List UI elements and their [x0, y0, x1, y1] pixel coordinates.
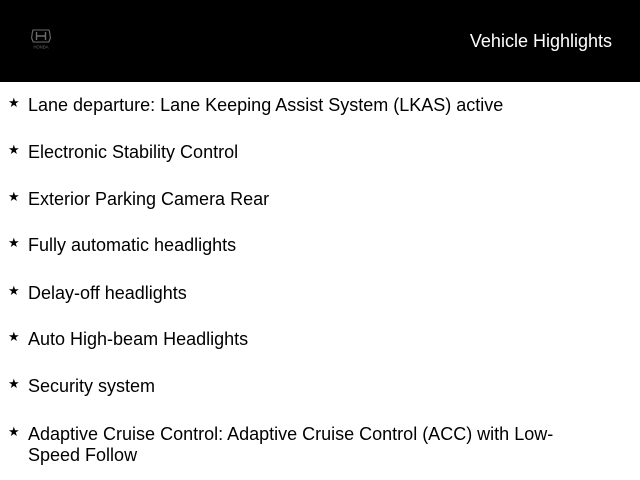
- list-item: [8, 189, 588, 210]
- star-icon: ★: [8, 330, 20, 345]
- star-icon: ★: [8, 425, 20, 440]
- honda-logo-text: HONDA: [33, 44, 49, 50]
- page-title: Vehicle Highlights: [469, 31, 612, 51]
- list-item: [8, 376, 588, 397]
- highlight-label: Delay-off headlights: [28, 283, 187, 303]
- honda-logo-icon: [26, 28, 56, 50]
- highlight-label: Electronic Stability Control: [28, 142, 239, 162]
- highlight-label: Auto High-beam Headlights: [28, 329, 249, 349]
- star-icon: ★: [8, 377, 20, 392]
- list-item: [8, 329, 588, 350]
- star-icon: ★: [8, 190, 20, 205]
- highlight-label: Security system: [28, 376, 156, 396]
- list-item: [8, 424, 588, 466]
- highlight-label: Lane departure: Lane Keeping Assist System (LKAS) active: [28, 95, 504, 115]
- list-item: [8, 95, 588, 116]
- star-icon: ★: [8, 236, 20, 251]
- star-icon: ★: [8, 143, 20, 158]
- highlight-label: Exterior Parking Camera Rear: [28, 189, 270, 209]
- header-bar: [0, 0, 640, 82]
- star-icon: ★: [8, 284, 20, 299]
- highlight-label: Adaptive Cruise Control: Adaptive Cruise Control (ACC) with Low-Speed Follow: [28, 424, 554, 465]
- list-item: [8, 283, 588, 304]
- list-item: [8, 142, 588, 163]
- highlight-label: Fully automatic headlights: [28, 235, 237, 255]
- list-item: [8, 235, 588, 256]
- star-icon: ★: [8, 96, 20, 111]
